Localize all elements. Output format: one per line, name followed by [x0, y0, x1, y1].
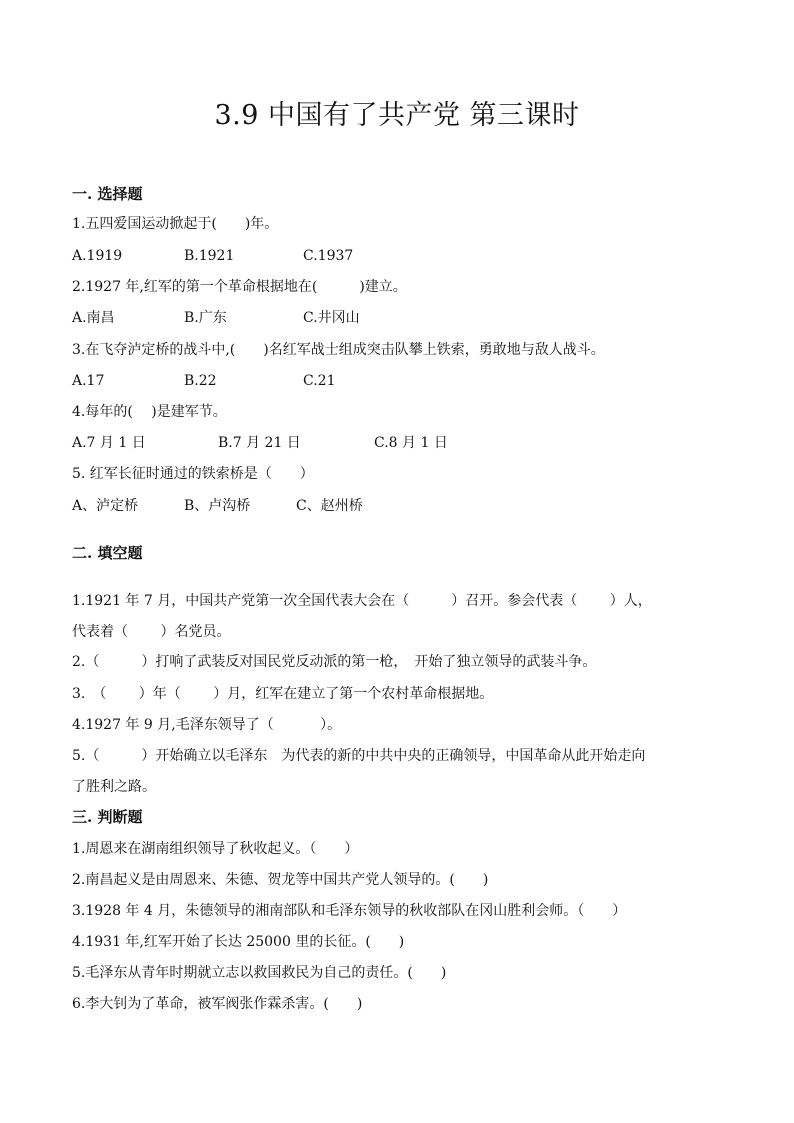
fill-line: 了胜利之路。 [72, 779, 156, 795]
judge-line: 4.1931 年,红军开始了长达 25000 里的长征。( ) [72, 934, 405, 950]
question-text: 2.1927 年,红军的第一个革命根据地在( )建立。 [72, 279, 407, 295]
judge-line: 6.李大钊为了革命，被军阀张作霖杀害。( ) [72, 996, 363, 1012]
option-a: A.17 [72, 373, 105, 389]
option-a: A.南昌 [72, 310, 115, 326]
option-c: C.1937 [303, 248, 354, 264]
fill-line: 3. （ ）年（ ）月，红军在建立了第一个农村革命根据地。 [72, 686, 494, 702]
section-heading-choice: 一. 选择题 [72, 185, 143, 203]
fill-line: 5.（ ）开始确立以毛泽东 为代表的新的中共中央的正确领导，中国革命从此开始走向 [72, 748, 646, 764]
judge-line: 2.南昌起义是由周恩来、朱德、贺龙等中国共产党人领导的。( ) [72, 872, 489, 888]
option-b: B.广东 [184, 310, 227, 326]
option-a: A.1919 [72, 248, 123, 264]
fill-line: 4.1927 年 9 月,毛泽东领导了（ ）。 [72, 717, 342, 733]
option-c: C.井冈山 [303, 310, 360, 326]
fill-line: 2.（ ）打响了武装反对国民党反动派的第一枪， 开始了独立领导的武装斗争。 [72, 654, 597, 670]
fill-line: 1.1921 年 7 月，中国共产党第一次全国代表大会在（ ）召开。参会代表（ ）人， [72, 593, 652, 609]
question-text: 1.五四爱国运动掀起于( )年。 [72, 216, 279, 232]
section-heading-fill: 二. 填空题 [72, 544, 143, 562]
page-title: 3.9 中国有了共产党 第三课时 [214, 100, 580, 131]
option-c: C.8 月 1 日 [374, 435, 448, 451]
option-b: B、卢沟桥 [184, 498, 251, 514]
option-b: B.7 月 21 日 [218, 435, 301, 451]
question-text: 3.在飞夺泸定桥的战斗中,( )名红军战士组成突击队攀上铁索，勇敢地与敌人战斗。 [72, 342, 605, 358]
question-text: 4.每年的( )是建军节。 [72, 404, 227, 420]
section-heading-judge: 三. 判断题 [72, 808, 143, 826]
option-c: C.21 [303, 373, 336, 389]
judge-line: 5.毛泽东从青年时期就立志以救国救民为自己的责任。( ) [72, 965, 447, 981]
fill-line: 代表着（ ）名党员。 [72, 624, 231, 640]
option-b: B.22 [184, 373, 217, 389]
judge-line: 1.周恩来在湖南组织领导了秋收起义。（ ） [72, 841, 359, 857]
question-text: 5. 红军长征时通过的铁索桥是（ ） [72, 466, 314, 482]
judge-line: 3.1928 年 4 月，朱德领导的湘南部队和毛泽东领导的秋收部队在冈山胜利会师。（ ） [72, 903, 627, 919]
option-c: C、赵州桥 [296, 498, 363, 514]
option-a: A、泸定桥 [72, 498, 139, 514]
option-a: A.7 月 1 日 [72, 435, 146, 451]
option-b: B.1921 [184, 248, 235, 264]
